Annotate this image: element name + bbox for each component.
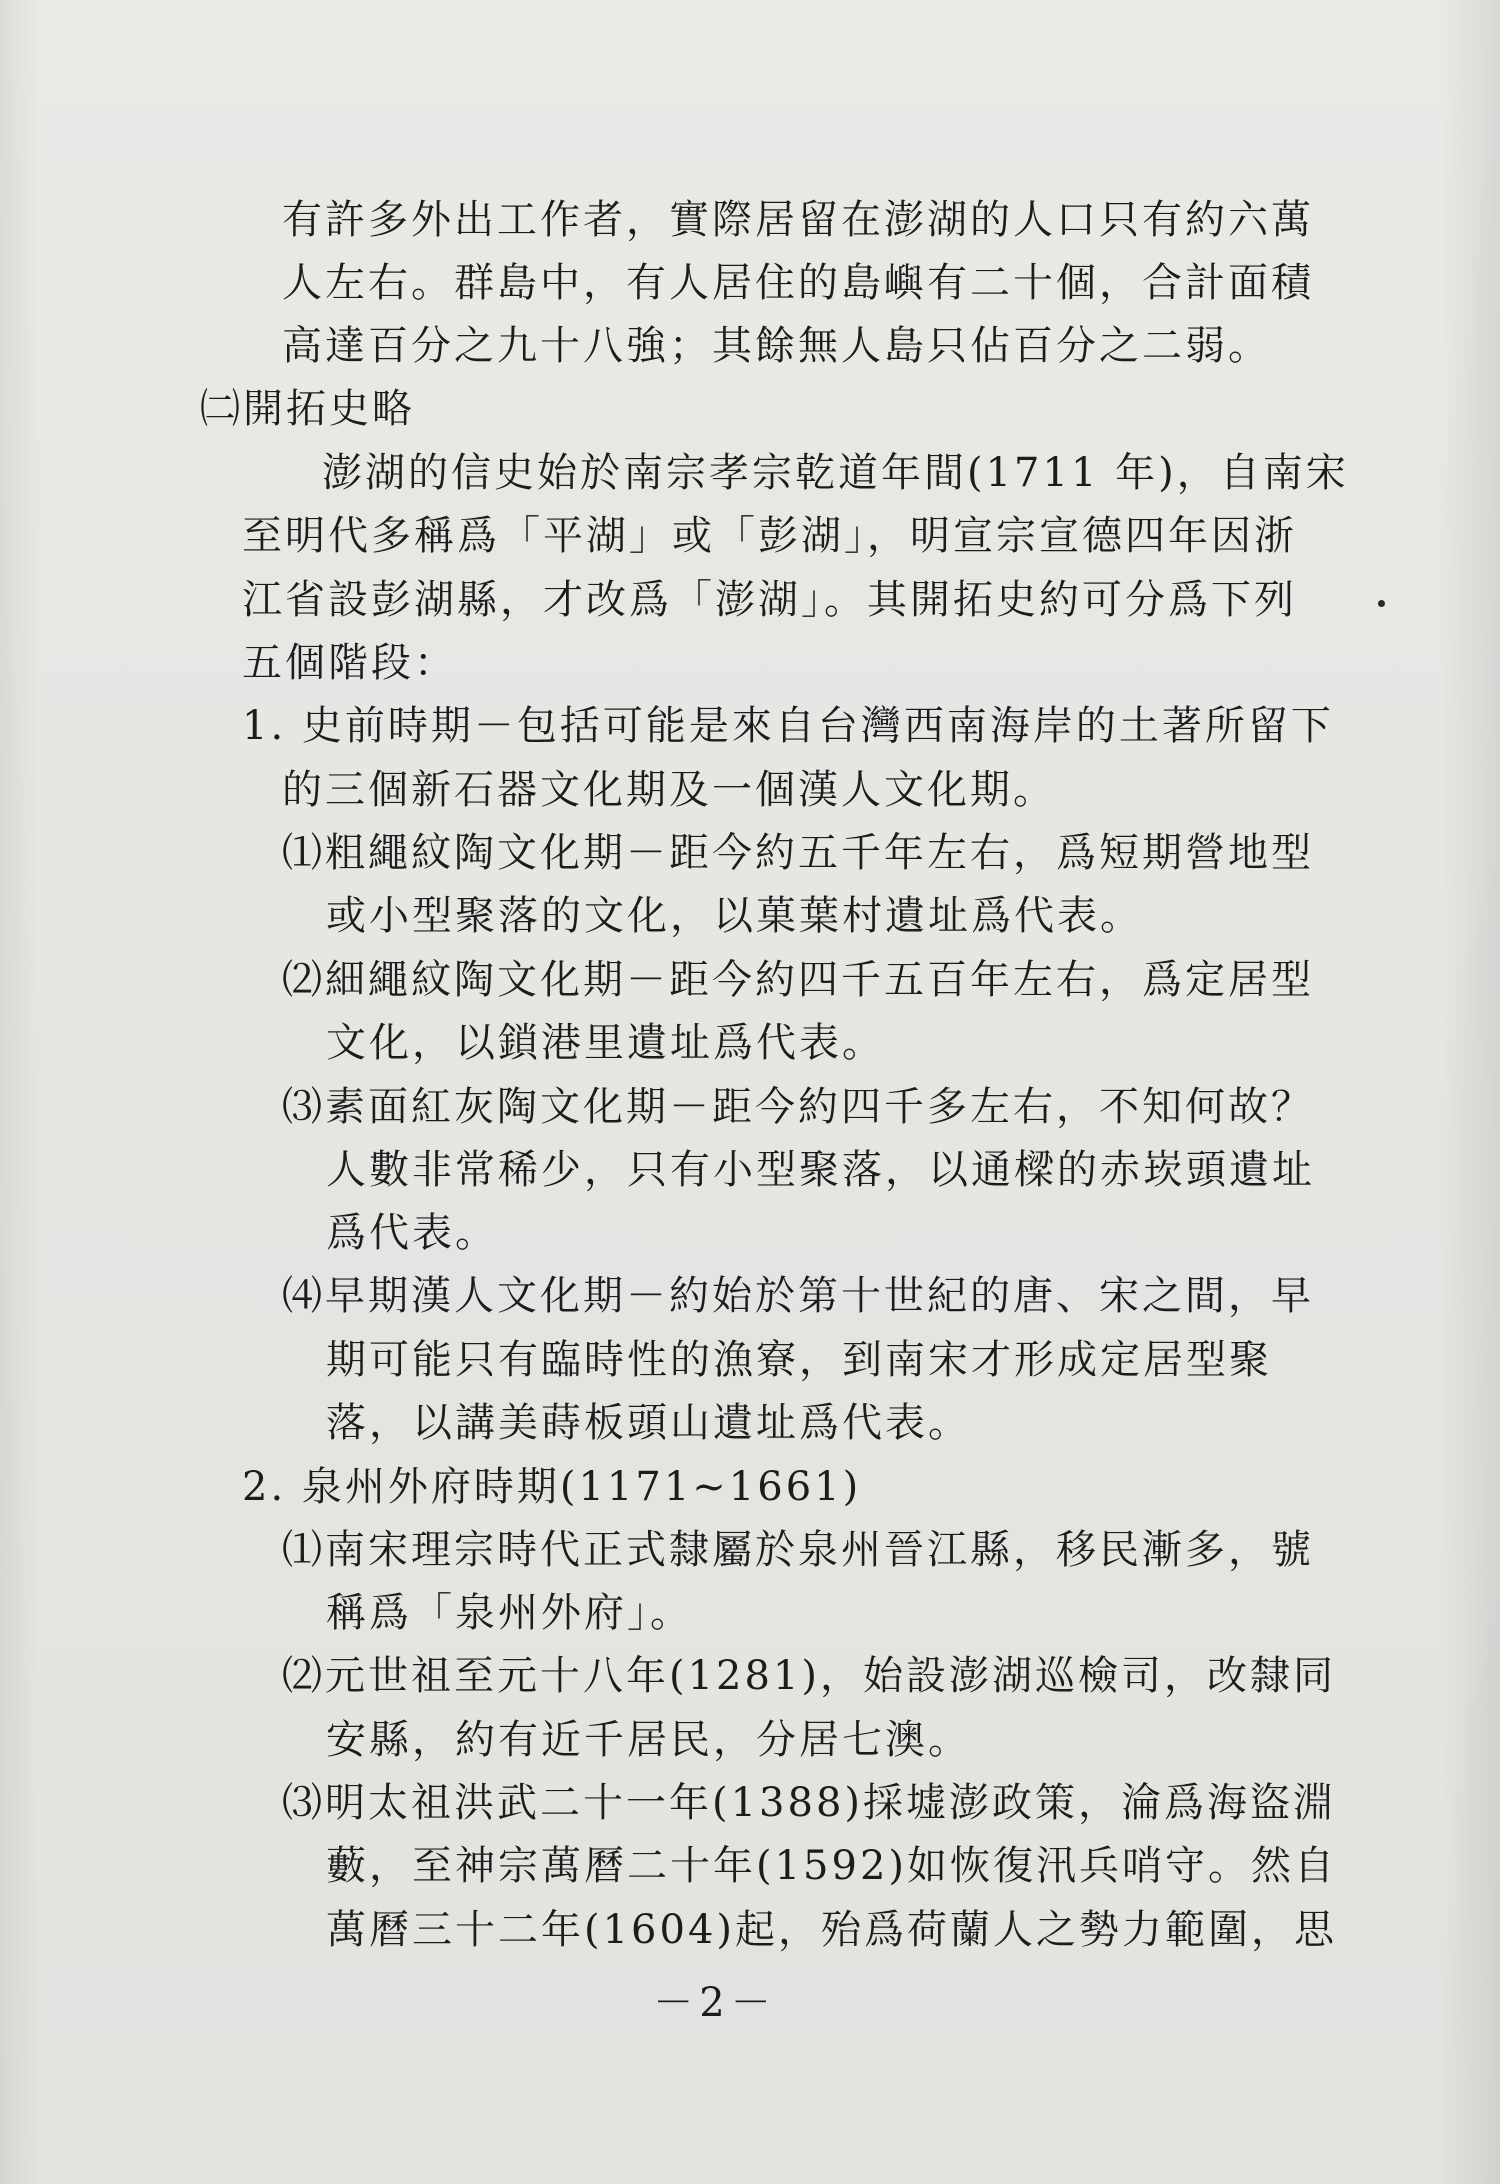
text-line: 人數非常稀少，只有小型聚落，以通樑的赤崁頭遺址 — [326, 1147, 1315, 1193]
text-line: 落，以講美蒔板頭山遺址爲代表。 — [326, 1400, 971, 1446]
text-line: 澎湖的信史始於南宗孝宗乾道年間(1711 年)，自南宋 — [322, 450, 1349, 496]
list-item: 2. 泉州外府時期(1171~1661) — [242, 1464, 862, 1510]
text-line: 藪，至神宗萬曆二十年(1592)如恢復汛兵哨守。然自 — [326, 1843, 1338, 1889]
text-line: 至明代多稱爲「平湖」或「彭湖」，明宣宗宣德四年因浙 — [242, 513, 1297, 559]
ink-speck — [1378, 600, 1385, 607]
list-item: 1. 史前時期－包括可能是來自台灣西南海岸的土著所留下 — [242, 703, 1334, 749]
text-line: 稱爲「泉州外府」。 — [326, 1590, 693, 1636]
list-item: ⑴粗繩紋陶文化期－距今約五千年左右，爲短期營地型 — [282, 830, 1314, 876]
text-line: 的三個新石器文化期及一個漢人文化期。 — [282, 767, 1056, 813]
list-item: ⑶素面紅灰陶文化期－距今約四千多左右，不知何故？ — [282, 1084, 1314, 1130]
text-line: 高達百分之九十八強；其餘無人島只佔百分之二弱。 — [282, 323, 1271, 369]
list-item: ⑷早期漢人文化期－約始於第十世紀的唐、宋之間，早 — [282, 1273, 1314, 1319]
text-line: 或小型聚落的文化，以菓葉村遺址爲代表。 — [326, 893, 1143, 939]
text-line: 期可能只有臨時性的漁寮，到南宋才形成定居型聚 — [326, 1337, 1272, 1383]
text-line: 人左右。群島中，有人居住的島嶼有二十個，合計面積 — [282, 260, 1314, 306]
text-line: 爲代表。 — [326, 1210, 498, 1256]
text-line: 文化，以鎖港里遺址爲代表。 — [326, 1020, 885, 1066]
text-line: 安縣，約有近千居民，分居七澳。 — [326, 1717, 971, 1763]
list-item: ⑶明太祖洪武二十一年(1388)採墟澎政策，淪爲海盜淵 — [282, 1780, 1337, 1826]
text-line: 萬曆三十二年(1604)起，殆爲荷蘭人之勢力範圍，思 — [326, 1907, 1338, 1953]
list-item: ⑵細繩紋陶文化期－距今約四千五百年左右，爲定居型 — [282, 957, 1314, 1003]
section-heading: ㈡開拓史略 — [200, 386, 415, 432]
text-line: 有許多外出工作者，實際居留在澎湖的人口只有約六萬 — [282, 197, 1314, 243]
list-item: ⑴南宋理宗時代正式隸屬於泉州晉江縣，移民漸多，號 — [282, 1527, 1314, 1573]
text-line: 五個階段： — [242, 640, 457, 686]
text-line: 江省設彭湖縣，才改爲「澎湖」。其開拓史約可分爲下列 — [242, 577, 1297, 623]
page-number: －2－ — [653, 1980, 777, 2026]
list-item: ⑵元世祖至元十八年(1281)，始設澎湖巡檢司，改隸同 — [282, 1653, 1337, 1699]
